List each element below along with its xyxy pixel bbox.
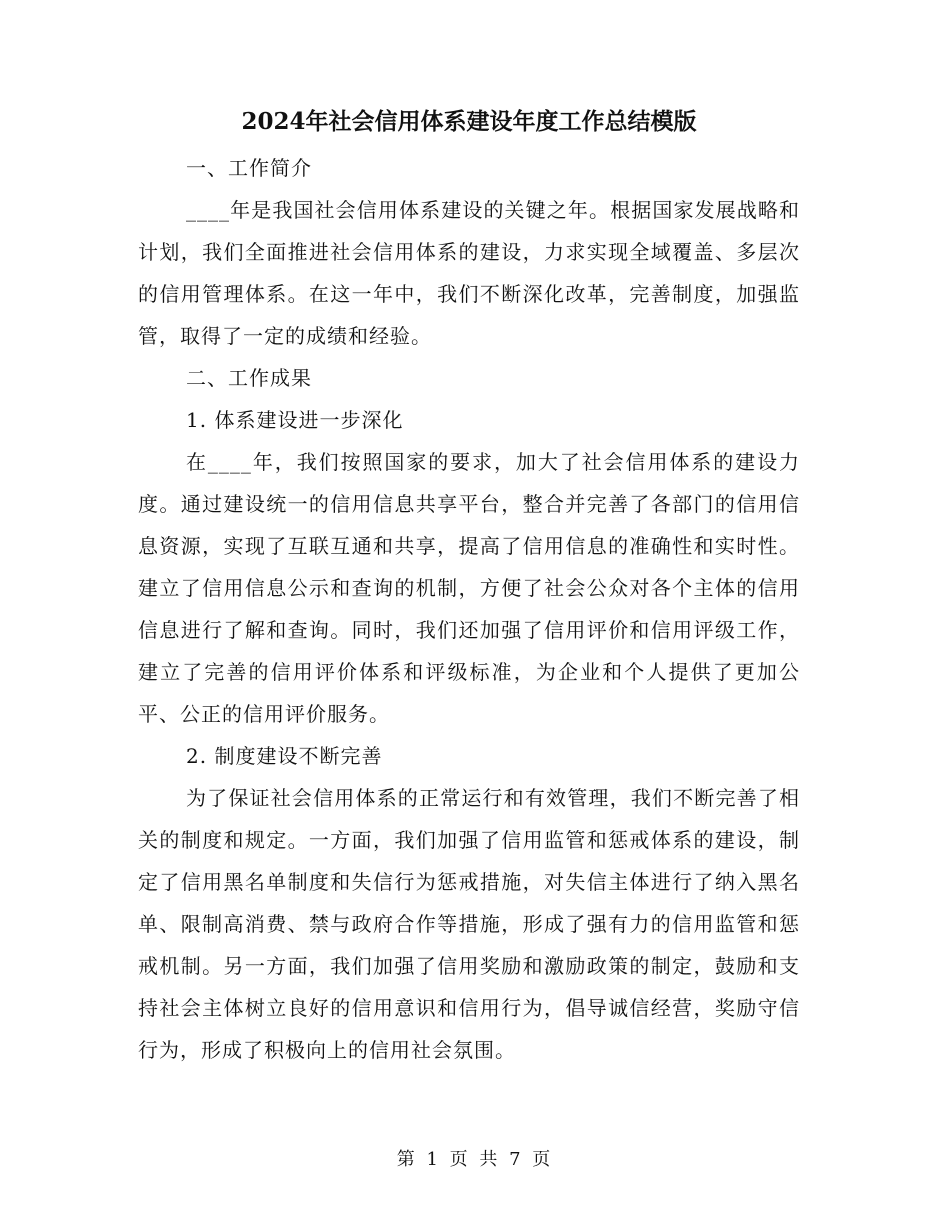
paragraph-intro: ____年是我国社会信用体系建设的关键之年。根据国家发展战略和计划，我们全面推进社会信用体系的建设，力求实现全域覆盖、多层次的信用管理体系。在这一年中，我们不断深化改革，完善制度，加强监管，取得了一定的成绩和经验。: [138, 198, 800, 348]
subheading-system-building: 1. 体系建设进一步深化: [186, 408, 404, 432]
paragraph-system-building: 在____年，我们按照国家的要求，加大了社会信用体系的建设力度。通过建设统一的信用信息共享平台，整合并完善了各部门的信用信息资源，实现了互联互通和共享，提高了信用信息的准确性和实时性。建立了信用信息公示和查询的机制，方便了社会公众对各个主体的信用信息进行了解和查询。同时，我们还加强了信用评价和信用评级工作，建立了完善的信用评价体系和评级标准，为企业和个人提供了更加公平、公正的信用评价服务。: [138, 450, 800, 726]
section-heading-intro: 一、工作简介: [186, 156, 312, 180]
subheading-institution-building: 2. 制度建设不断完善: [186, 744, 383, 768]
paragraph-institution-building: 为了保证社会信用体系的正常运行和有效管理，我们不断完善了相关的制度和规定。一方面，我们加强了信用监管和惩戒体系的建设，制定了信用黑名单制度和失信行为惩戒措施，对失信主体进行了纳入黑名单、限制高消费、禁与政府合作等措施，形成了强有力的信用监管和惩戒机制。另一方面，我们加强了信用奖励和激励政策的制定，鼓励和支持社会主体树立良好的信用意识和信用行为，倡导诚信经营，奖励守信行为，形成了积极向上的信用社会氛围。: [138, 786, 800, 1062]
page-footer: 第 1 页 共 7 页: [396, 1149, 554, 1170]
section-heading-results: 二、工作成果: [186, 366, 312, 390]
document-body: [138, 100, 800, 1071]
document-title: 2024年社会信用体系建设年度工作总结模版: [241, 108, 697, 135]
